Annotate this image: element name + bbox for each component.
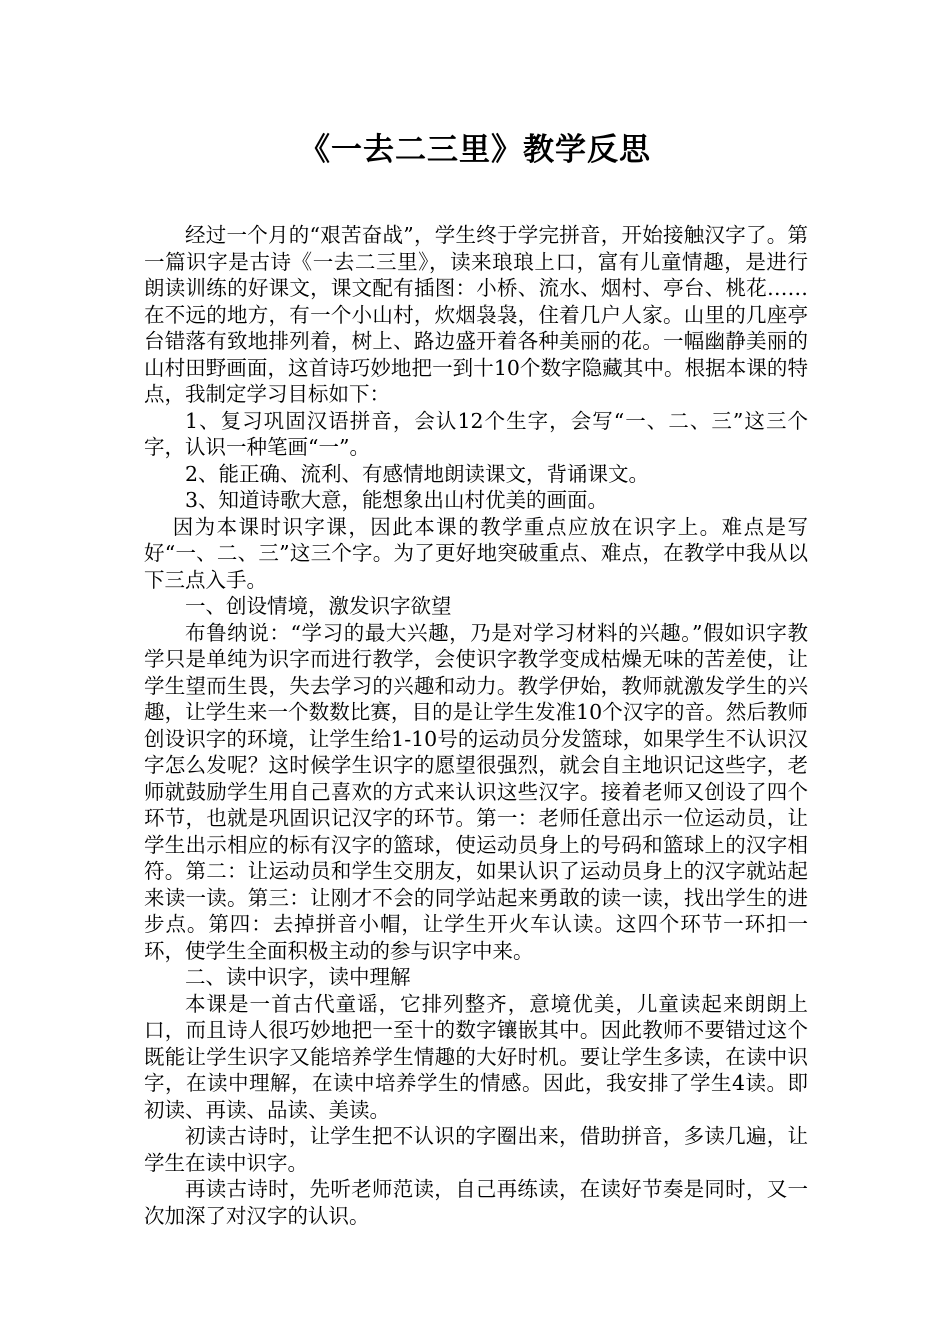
paragraph-second-reading: 再读古诗时，先听老师范读，自己再练读，在读好节奏是同时，又一次加深了对汉字的认识。 xyxy=(144,1177,808,1228)
section-heading-2: 二、读中识字，读中理解 xyxy=(185,965,411,989)
document-title: 《一去二三里》教学反思 xyxy=(299,132,651,168)
paragraph-focus: 因为本课时识字课，因此本课的教学重点应放在识字上。难点是写好“一、二、三”这三个字。为了更好地突破重点、难点，在教学中我从以下三点入手。 xyxy=(144,514,808,592)
paragraph-section-1: 布鲁纳说：“学习的最大兴趣，乃是对学习材料的兴趣。”假如识字教学只是单纯为识字而进行教学，会使识字教学变成枯燥无味的苦差使，让学生望而生畏，失去学习的兴趣和动力。教学伊始，教师就激发学生的兴趣，让学生来一个数数比赛，目的是让学生发准10个汉字的音。然后教师创设识字的环境，让学生给1-10号的运动员分发篮球，如果学生不认识汉字怎么发呢？这时候学生识字的愿望很强烈，就会自主地识记这些字，老师就鼓励学生用自己喜欢的方式来认识这些汉字。接着老师又创设了四个环节，也就是巩固识记汉字的环节。第一：老师任意出示一位运动员，让学生出示相应的标有汉字的篮球，使运动员身上的号码和篮球上的汉字相符。第二：让运动员和学生交朋友，如果认识了运动员身上的汉字就站起来读一读。第三：让刚才不会的同学站起来勇敢的读一读，找出学生的进步点。第四：去掉拼音小帽，让学生开火车认读。这四个环节一环扣一环，使学生全面积极主动的参与识字中来。 xyxy=(144,620,808,963)
paragraph-section-2: 本课是一首古代童谣，它排列整齐，意境优美，儿童读起来朗朗上口，而且诗人很巧妙地把一至十的数字镶嵌其中。因此教师不要错过这个既能让学生识字又能培养学生情趣的大好时机。要让学生多读，在读中识字，在读中理解，在读中培养学生的情感。因此，我安排了学生4读。即初读、再读、品读、美读。 xyxy=(144,991,808,1122)
paragraph-goal-2: 2、能正确、流利、有感情地朗读课文，背诵课文。 xyxy=(185,461,650,486)
paragraph-intro: 经过一个月的“艰苦奋战”，学生终于学完拼音，开始接触汉字了。第一篇识字是古诗《一去二三里》，读来琅琅上口，富有儿童情趣，是进行朗读训练的好课文，课文配有插图：小桥、流水、烟村、亭台、桃花……在不远的地方，有一个小山村，炊烟袅袅，住着几户人家。山里的几座亭台错落有致地排列着，树上、路边盛开着各种美丽的花。一幅幽静美丽的山村田野画面，这首诗巧妙地把一到十10个数字隐藏其中。根据本课的特点，我制定学习目标如下： xyxy=(144,223,808,406)
paragraph-first-reading: 初读古诗时，让学生把不认识的字圈出来，借助拼音，多读几遍，让学生在读中识字。 xyxy=(144,1124,808,1175)
section-heading-1: 一、创设情境，激发识字欲望 xyxy=(185,594,452,618)
paragraph-goal-3: 3、知道诗歌大意，能想象出山村优美的画面。 xyxy=(185,488,609,512)
document-body xyxy=(144,222,808,1229)
paragraph-goal-1: 1、复习巩固汉语拼音，会认12个生字，会写“一、二、三”这三个字，认识一种笔画“一”。 xyxy=(144,408,808,459)
